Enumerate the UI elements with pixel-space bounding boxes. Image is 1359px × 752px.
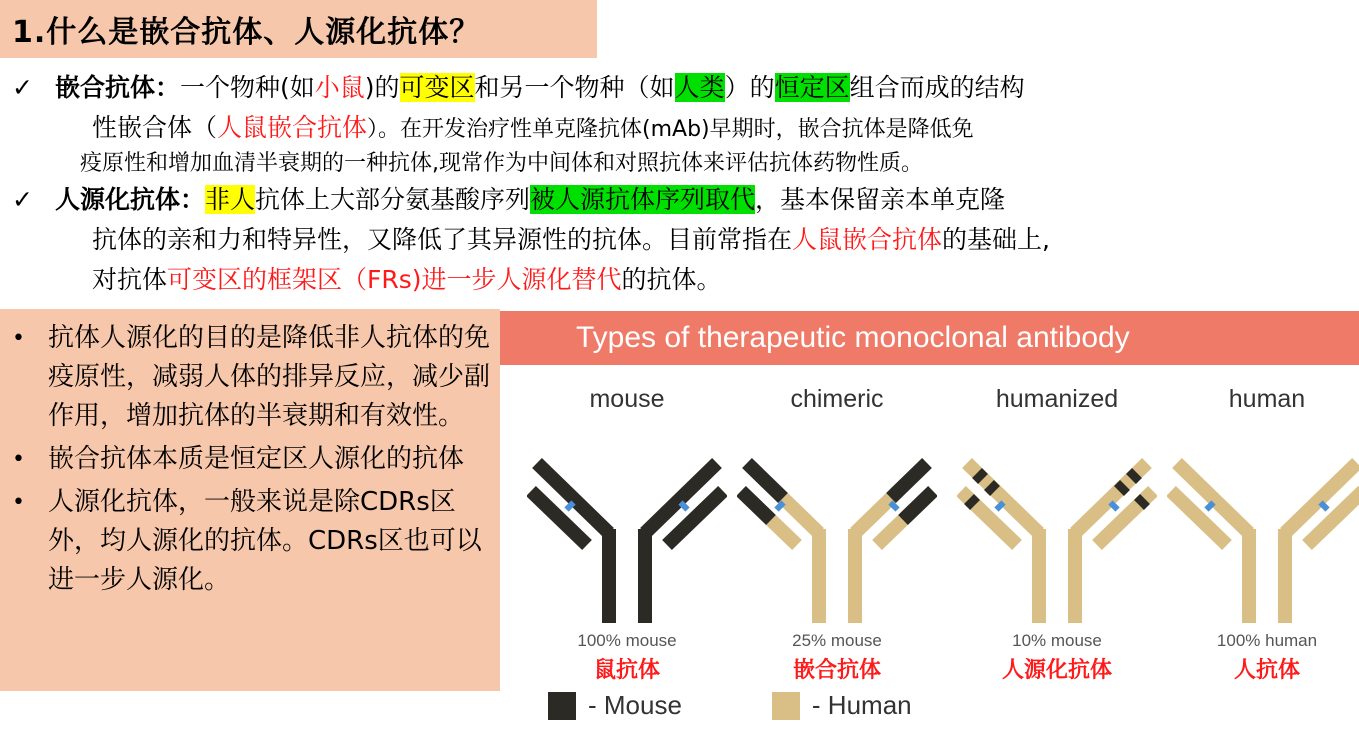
title-banner bbox=[0, 0, 597, 58]
text: 的基础上, bbox=[942, 225, 1050, 254]
antibody-chinese-label: 鼠抗体 bbox=[593, 658, 660, 683]
human-mouse-chimeric-text: 人鼠嵌合抗体 bbox=[217, 113, 368, 142]
antibody-mouse bbox=[517, 385, 737, 684]
antibody-human bbox=[1157, 385, 1359, 684]
chimeric-definition-line-2 bbox=[92, 110, 974, 148]
text: 抗体上大部分氨基酸序列 bbox=[254, 185, 530, 214]
human-mouse-chimeric-text: 人鼠嵌合抗体 bbox=[792, 225, 943, 254]
antibody-name: human bbox=[1228, 385, 1306, 413]
bullet-text: 人源化抗体，一般来说是除CDRs区外，均人源化的抗体。CDRs区也可以进一步人源化。 bbox=[48, 487, 482, 595]
mouse-percentage: 25% mouse bbox=[792, 631, 882, 650]
chimeric-antibody-icon bbox=[737, 425, 937, 625]
human-swatch-icon bbox=[772, 692, 800, 720]
legend-human-label: - Human bbox=[811, 690, 912, 720]
human-antibody-icon bbox=[1167, 425, 1359, 625]
text: )的 bbox=[364, 73, 400, 102]
figure-header bbox=[500, 311, 1359, 365]
legend-mouse-label: - Mouse bbox=[588, 690, 682, 720]
mouse-text: 小鼠 bbox=[314, 73, 365, 102]
antibody-name: mouse bbox=[589, 385, 665, 413]
text: 的抗体。 bbox=[621, 265, 722, 294]
humanized-antibody-icon bbox=[957, 425, 1157, 625]
humanized-definition-line-2 bbox=[92, 222, 1050, 258]
figure-title: Types of therapeutic monoclonal antibody bbox=[576, 321, 1130, 354]
text: 性嵌合体（ bbox=[92, 113, 218, 142]
human-percentage: 100% human bbox=[1216, 631, 1318, 650]
text: 和另一个物种（如 bbox=[474, 73, 675, 102]
antibody-chinese-label: 嵌合抗体 bbox=[792, 658, 881, 683]
text: ，基本保留亲本单克隆 bbox=[755, 185, 1006, 214]
text: ）。在开发治疗性单克隆抗体(mAb)早期时，嵌合抗体是降低免 bbox=[367, 117, 974, 142]
antibody-chinese-label: 人源化抗体 bbox=[1001, 658, 1112, 683]
text: 对抗体 bbox=[92, 265, 168, 294]
text: 抗体的亲和力和特异性，又降低了其异源性的抗体。目前常指在 bbox=[92, 225, 793, 254]
replaced-highlight: 被人源抗体序列取代 bbox=[530, 185, 756, 214]
text: 一个物种(如 bbox=[179, 73, 315, 102]
mouse-swatch-icon bbox=[548, 692, 576, 720]
bullet-dot: • bbox=[12, 490, 25, 515]
antibody-name: chimeric bbox=[790, 385, 884, 413]
list-item bbox=[0, 483, 500, 600]
antibody-chimeric bbox=[727, 385, 947, 684]
variable-region-highlight: 可变区 bbox=[399, 73, 475, 102]
legend bbox=[548, 690, 1002, 721]
human-highlight: 人类 bbox=[674, 73, 725, 102]
text: 组合而成的结构 bbox=[849, 73, 1025, 102]
humanized-term: 人源化抗体： bbox=[54, 185, 205, 214]
check-icon: ✓ bbox=[12, 185, 33, 214]
humanized-definition-line-3 bbox=[92, 262, 722, 298]
bullet-dot: • bbox=[12, 447, 25, 472]
humanized-definition-line-1 bbox=[12, 182, 1005, 218]
page-title: 1.什么是嵌合抗体、人源化抗体？ bbox=[12, 15, 481, 50]
bullet-text: 抗体人源化的目的是降低非人抗体的免疫原性，减弱人体的排异反应，减少副作用，增加抗体的半衰期和有效性。 bbox=[48, 323, 491, 431]
antibody-humanized bbox=[947, 385, 1167, 684]
bullet-panel bbox=[0, 309, 500, 691]
bullet-dot: • bbox=[12, 326, 25, 351]
list-item bbox=[0, 440, 500, 479]
chimeric-definition-line-1 bbox=[12, 70, 1025, 106]
mouse-antibody-icon bbox=[527, 425, 727, 625]
chimeric-definition-line-3: 疫原性和增加血清半衰期的一种抗体,现常作为中间体和对照抗体来评估抗体药物性质。 bbox=[80, 151, 923, 176]
list-item bbox=[0, 319, 500, 436]
constant-region-highlight: 恒定区 bbox=[774, 73, 850, 102]
antibody-name: humanized bbox=[995, 385, 1119, 413]
non-human-highlight: 非人 bbox=[204, 185, 255, 214]
antibody-chinese-label: 人抗体 bbox=[1233, 658, 1300, 683]
framework-region-text: 可变区的框架区（FRs)进一步人源化替代 bbox=[167, 265, 622, 294]
text: ）的 bbox=[724, 73, 775, 102]
mouse-percentage: 100% mouse bbox=[577, 631, 677, 650]
bullet-text: 嵌合抗体本质是恒定区人源化的抗体 bbox=[48, 444, 465, 474]
chimeric-term: 嵌合抗体： bbox=[54, 73, 180, 102]
mouse-percentage: 10% mouse bbox=[1012, 631, 1102, 650]
check-icon: ✓ bbox=[12, 73, 33, 102]
